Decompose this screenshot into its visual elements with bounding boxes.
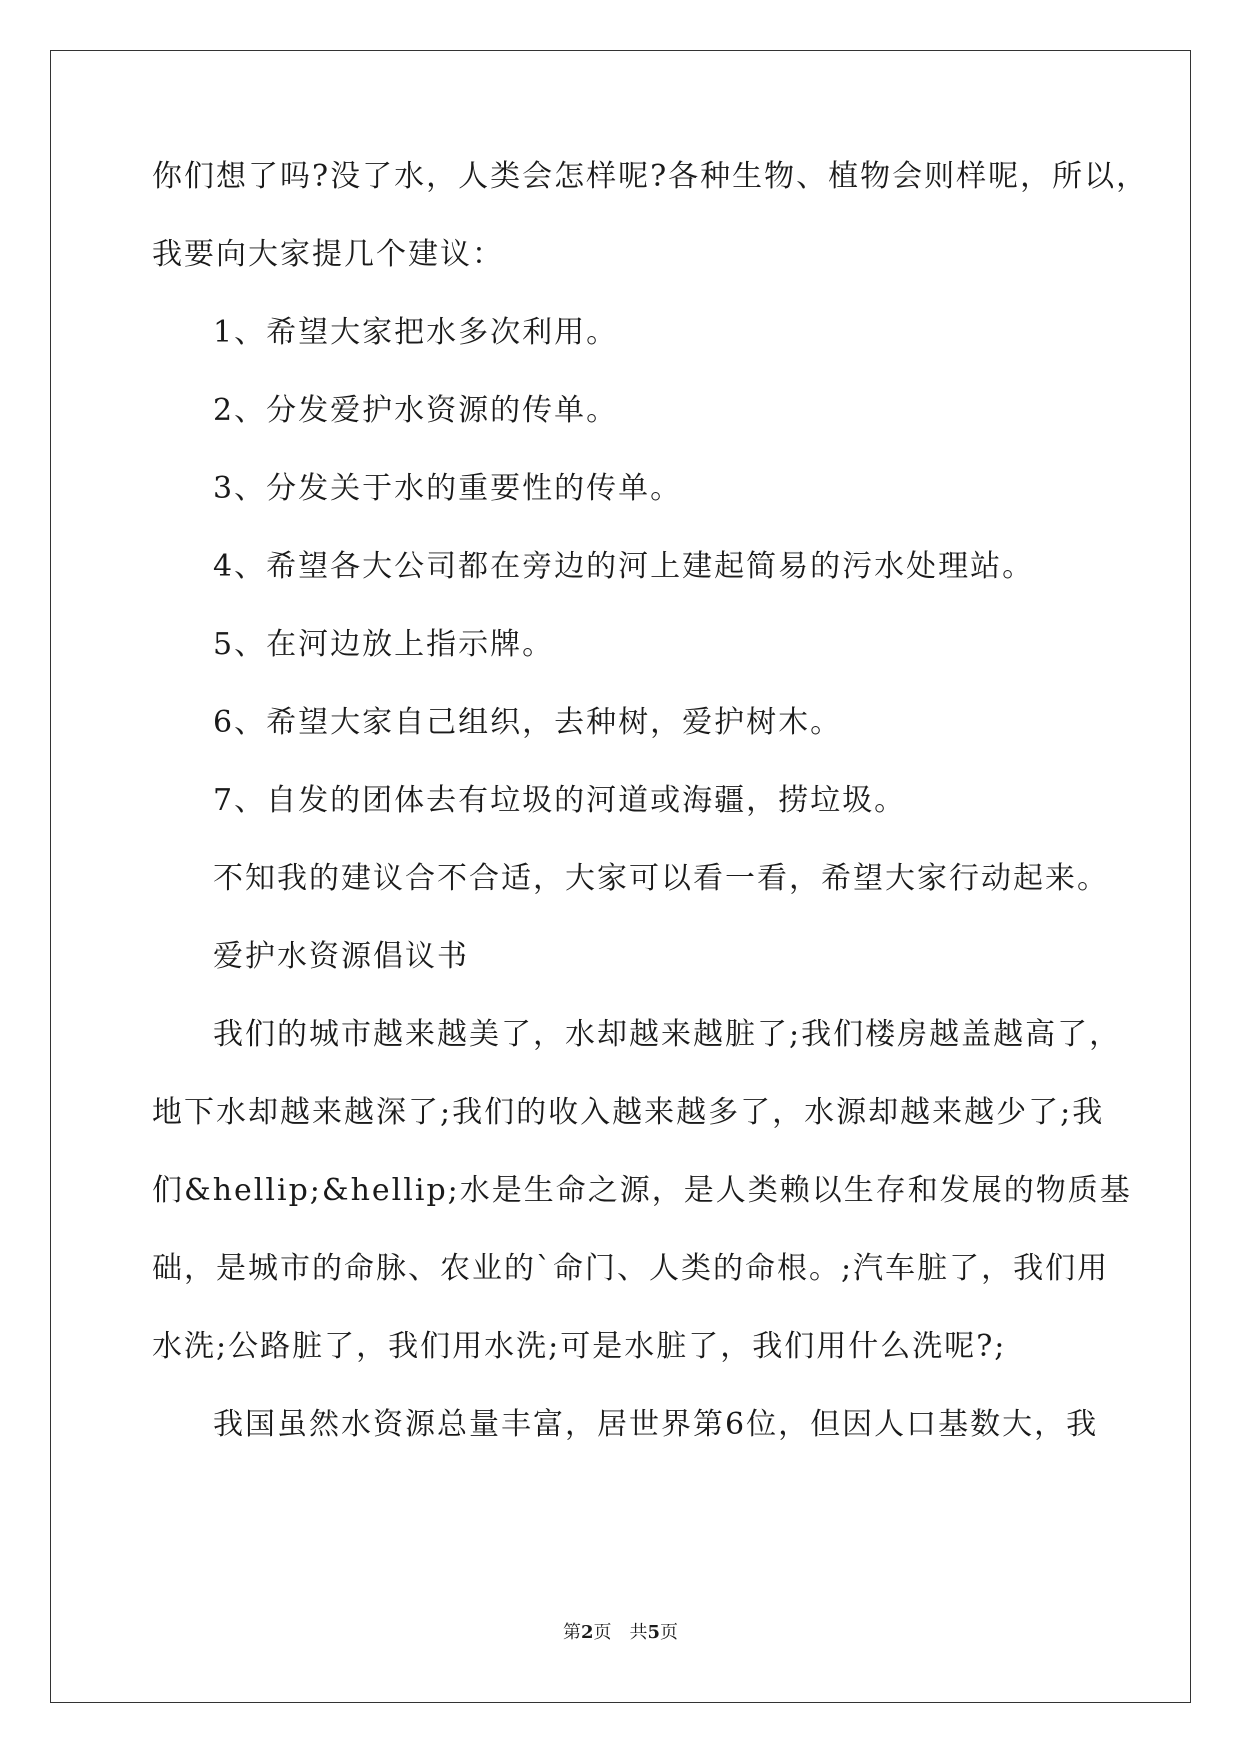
- text-line: 不知我的建议合不合适，大家可以看一看，希望大家行动起来。: [213, 861, 1109, 896]
- document-body: [152, 159, 1149, 1488]
- text-line: 你们想了吗?没了水，人类会怎样呢?各种生物、植物会则样呢，所以，: [152, 159, 1149, 194]
- page-number-prefix: 第: [562, 1622, 581, 1643]
- list-item: 7、自发的团体去有垃圾的河道或海疆，捞垃圾。: [213, 783, 907, 818]
- text-line: 们&hellip;&hellip;水是生命之源，是人类赖以生存和发展的物质基: [152, 1173, 1132, 1208]
- text-line: 础，是城市的命脉、农业的`命门、人类的命根。;汽车脏了，我们用: [152, 1251, 1110, 1286]
- list-item: 3、分发关于水的重要性的传单。: [213, 471, 683, 506]
- list-item: 1、希望大家把水多次利用。: [213, 315, 619, 350]
- text-line: 水洗;公路脏了，我们用水洗;可是水脏了，我们用什么洗呢?;: [152, 1329, 1007, 1364]
- page-number-total: 5: [647, 1622, 661, 1643]
- list-item: 6、希望大家自己组织，去种树，爱护树木。: [213, 705, 843, 740]
- text-line: 地下水却越来越深了;我们的收入越来越多了，水源却越来越少了;我: [152, 1095, 1105, 1130]
- page-footer: [0, 1624, 1241, 1642]
- page-number-suffix: 页: [660, 1622, 679, 1643]
- list-item: 5、在河边放上指示牌。: [213, 627, 555, 662]
- section-heading: 爱护水资源倡议书: [213, 939, 469, 974]
- list-item: 2、分发爱护水资源的传单。: [213, 393, 619, 428]
- list-item: 4、希望各大公司都在旁边的河上建起简易的污水处理站。: [213, 549, 1035, 584]
- text-line: 我国虽然水资源总量丰富，居世界第6位，但因人口基数大，我: [213, 1407, 1099, 1442]
- page-number-current: 2: [580, 1622, 594, 1643]
- text-line: 我们的城市越来越美了，水却越来越脏了;我们楼房越盖越高了，: [213, 1017, 1122, 1052]
- page-number-middle: 页 共: [593, 1622, 648, 1643]
- text-line: 我要向大家提几个建议：: [152, 237, 504, 272]
